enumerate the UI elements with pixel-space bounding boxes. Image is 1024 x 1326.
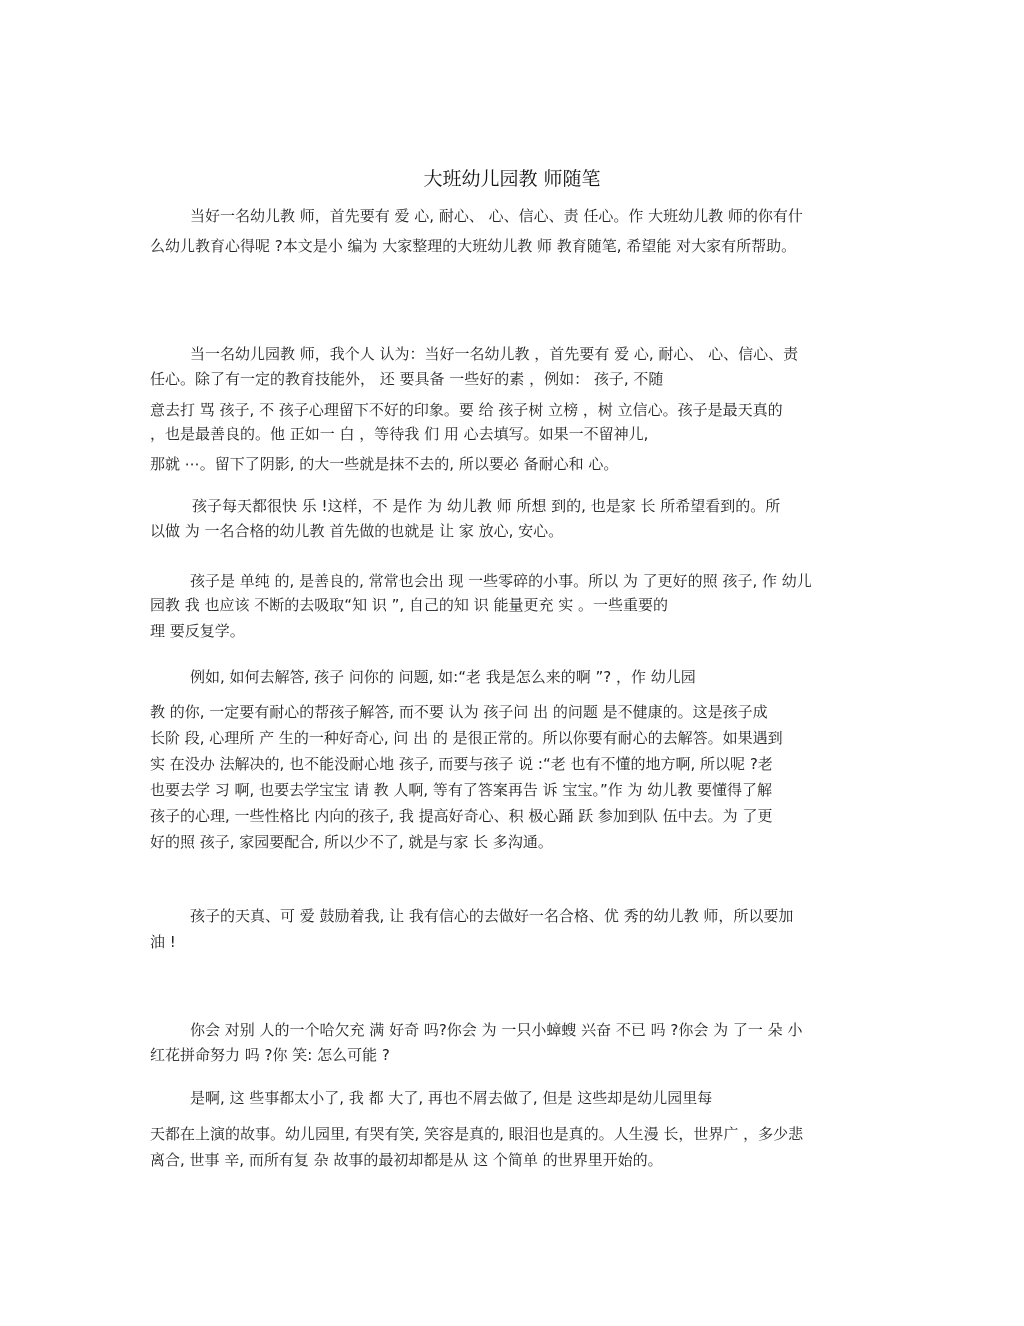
text-line: 孩子是 单纯 的, 是善良的, 常常也会出 现 一些零碎的小事。所以 为 了更好的照 孩子, 作 幼儿 bbox=[190, 572, 812, 590]
text-line: 你会 对别 人的一个哈欠充 满 好奇 吗?你会 为 一只小蟑螋 兴奋 不已 吗 ?你会 为 了一 朵 小 bbox=[190, 1021, 803, 1039]
text-line: 理 要反复学。 bbox=[150, 622, 245, 640]
text-line: 实 在没办 法解决的, 也不能没耐心地 孩子, 而要与孩子 说 :“老 也有不懂的地方啊, 所以呢 ?老 bbox=[150, 755, 773, 773]
text-line: 么幼儿教育心得呢 ?本文是小 编为 大家整理的大班幼儿教 师 教育随笔, 希望能 对大家有所帮助。 bbox=[150, 237, 797, 255]
text-line: 园教 我 也应该 不断的去吸取“知 识 ”, 自己的知 识 能量更充 实 。一些重要的 bbox=[150, 596, 668, 614]
text-line: 当一名幼儿园教 师，我个人 认为：当好一名幼儿教 ，首先要有 爱 心, 耐心、 心、信心、责 bbox=[190, 345, 799, 363]
text-line: 也要去学 习 啊, 也要去学宝宝 请 教 人啊, 等有了答案再告 诉 宝宝。”作 为 幼儿教 要懂得了解 bbox=[150, 781, 773, 799]
text-line: 孩子每天都很快 乐 !这样，不 是作 为 幼儿教 师 所想 到的, 也是家 长 所希望看到的。所 bbox=[192, 497, 781, 515]
text-line: 长阶 段, 心理所 产 生的一种好奇心, 问 出 的 是很正常的。所以你要有耐心的去解答。如果遇到 bbox=[150, 729, 783, 747]
text-line: 意去打 骂 孩子, 不 孩子心理留下不好的印象。要 给 孩子树 立榜 ，树 立信心。孩子是最天真的 bbox=[150, 401, 783, 419]
text-line: 离合, 世事 辛, 而所有复 杂 故事的最初却都是从 这 个简单 的世界里开始的。 bbox=[150, 1151, 663, 1169]
text-line: 天都在上演的故事。幼儿园里, 有哭有笑, 笑容是真的, 眼泪也是真的。人生漫 长，世界广 ，多少悲 bbox=[150, 1125, 804, 1143]
text-line: 红花拼命努力 吗 ?你 笑: 怎么可能 ? bbox=[150, 1046, 390, 1064]
text-line: 是啊, 这 些事都太小了, 我 都 大了, 再也不屑去做了, 但是 这些却是幼儿园里每 bbox=[190, 1089, 713, 1107]
text-line: 那就 ⋯。留下了阴影, 的大一些就是抹不去的, 所以要必 备耐心和 心。 bbox=[150, 455, 619, 473]
text-line: 孩子的天真、可 爱 鼓励着我, 让 我有信心的去做好一名合格、优 秀的幼儿教 师，所以要加 bbox=[190, 907, 794, 925]
text-line: 任心。除了有一定的教育技能外， 还 要具备 一些好的素 ，例如： 孩子, 不随 bbox=[150, 370, 664, 388]
text-line: 当好一名幼儿教 师，首先要有 爱 心, 耐心、 心、信心、责 任心。作 大班幼儿教 师的你有什 bbox=[190, 207, 803, 225]
text-line: 好的照 孩子, 家园要配合, 所以少不了, 就是与家 长 多沟通。 bbox=[150, 833, 553, 851]
text-line: 例如, 如何去解答, 孩子 问你的 问题, 如:“老 我是怎么来的啊 ”? ，作 幼儿园 bbox=[190, 668, 696, 686]
text-line: ，也是最善良的。他 正如一 白 ，等待我 们 用 心去填写。如果一不留神儿, bbox=[150, 425, 649, 443]
document-title: 大班幼儿园教 师随笔 bbox=[423, 168, 601, 190]
text-line: 油 ! bbox=[150, 933, 176, 951]
text-line: 教 的你, 一定要有耐心的帮孩子解答, 而不要 认为 孩子问 出 的问题 是不健康的。这是孩子成 bbox=[150, 703, 768, 721]
text-line: 孩子的心理, 一些性格比 内向的孩子, 我 提高好奇心、积 极心踊 跃 参加到队 伍中去。为 了更 bbox=[150, 807, 773, 825]
text-line: 以做 为 一名合格的幼儿教 首先做的也就是 让 家 放心, 安心。 bbox=[150, 522, 564, 540]
